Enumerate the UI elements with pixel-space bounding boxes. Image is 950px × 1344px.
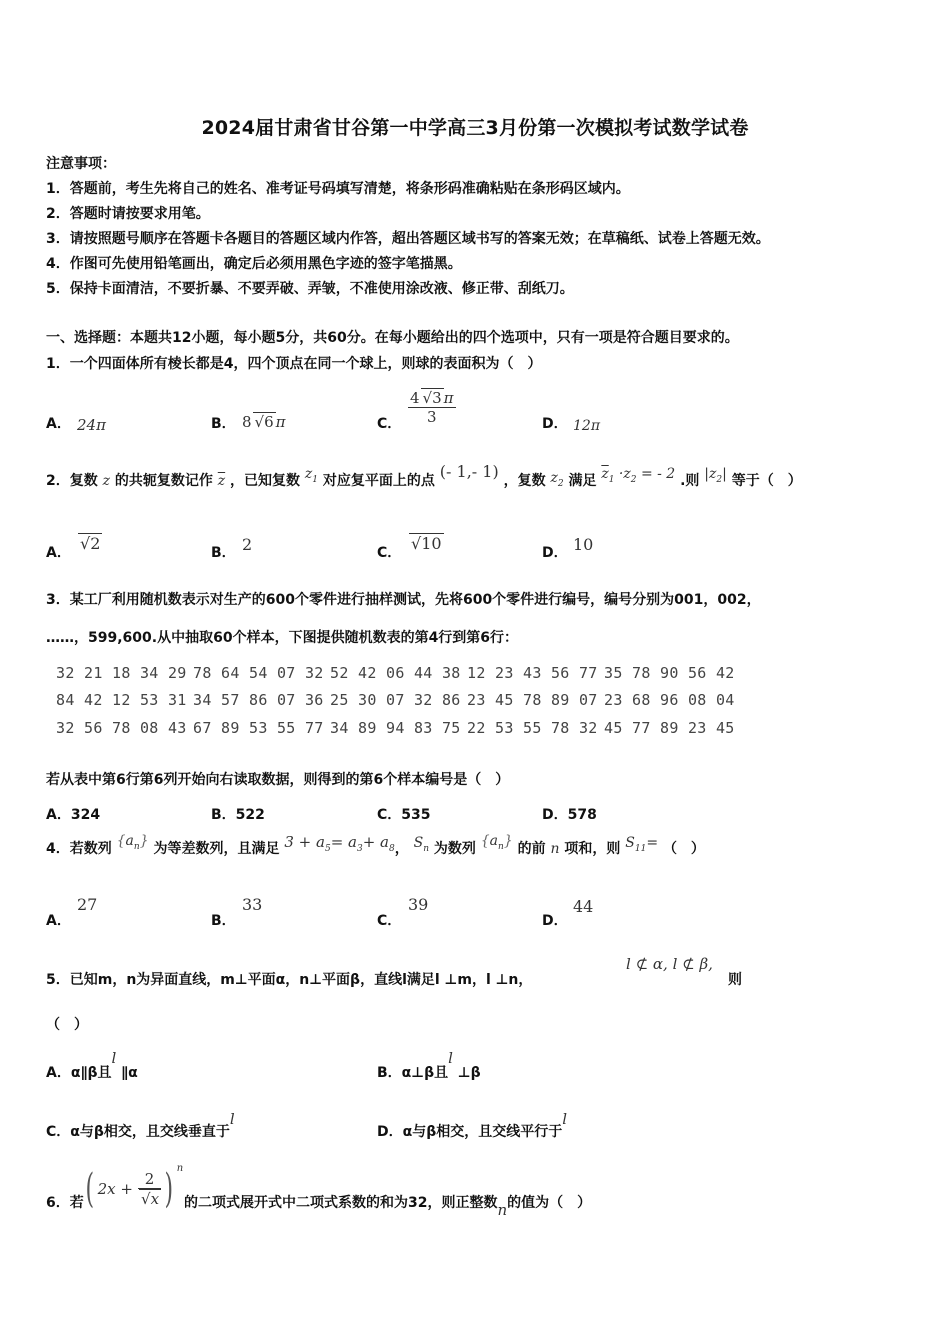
- q2-option-c: √10: [411, 534, 442, 553]
- q4-option-d: 44: [573, 897, 594, 916]
- q5-option-a: A．α∥β且l ∥α: [46, 1049, 138, 1081]
- note-item-4: 4．作图可先使用铅笔画出，确定后必须用黑色字迹的签字笔描黑。: [46, 256, 462, 272]
- q1-label-b: B．: [211, 416, 236, 432]
- q3-line-3: 若从表中第6行第6列开始向右读取数据，则得到的第6个样本编号是（ ）: [46, 772, 510, 788]
- q6-label: 6．若: [46, 1195, 84, 1211]
- q4-option-c: 39: [408, 895, 429, 914]
- q2-option-d: 10: [573, 535, 594, 554]
- note-item-2: 2．答题时请按要求用笔。: [46, 206, 210, 222]
- q1-option-b: 8 √6 π: [242, 413, 286, 431]
- q3-option-c: C．535: [377, 807, 431, 823]
- q3-line-1: 3．某工厂利用随机数表示对生产的600个零件进行抽样测试，先将600个零件进行编号，编号分别为001，002，: [46, 592, 761, 608]
- note-item-5: 5．保持卡面清洁，不要折暴、不要弄破、弄皱，不准使用涂改液、修正带、刮纸刀。: [46, 281, 574, 297]
- q1-option-c: [408, 388, 456, 426]
- q1-label-a: A．: [46, 416, 71, 432]
- q5-condition: l ⊄ α, l ⊄ β,: [626, 955, 713, 973]
- q4-option-a: 27: [77, 895, 98, 914]
- q2-label-c: C．: [377, 545, 402, 561]
- q3-option-d: D．578: [542, 807, 597, 823]
- q1-option-d: 12π: [573, 418, 601, 434]
- q3-option-a: A．324: [46, 807, 101, 823]
- q1-option-a: 24π: [77, 416, 106, 434]
- note-item-3: 3．请按照题号顺序在答题卡各题目的答题区域内作答，超出答题区域书写的答案无效；在草稿纸、试卷上答题无效。: [46, 231, 770, 247]
- q2-label-d: D．: [542, 545, 568, 561]
- q4-stem: 4．若数列 $\{a_n\}$ 为等差数列，且满足 $3 + a_5= a_3+ a_8$， $S_n$ 为数列 $\{a_n\}$ 的前 n 项和，则 $S_{11}=$ （ ）: [46, 833, 705, 857]
- q6-expression: ( 2x + $\frac{2}{√x}$ ) $^n$: [85, 1163, 184, 1212]
- q5-option-c: C．α与β相交，且交线垂直于l: [46, 1110, 235, 1140]
- q5-tail: 则: [728, 972, 742, 988]
- q6-stem: 的二项式展开式中二项式系数的和为32，则正整数n的值为（ ）: [184, 1195, 592, 1219]
- section-heading: 一、选择题：本题共12小题，每小题5分，共60分。在每小题给出的四个选项中，只有一项是符合题目要求的。: [46, 330, 739, 346]
- q2-stem: 2．复数 z 的共轭复数记作 $\overline{z}$ ，已知复数 $z_1$ 对应复平面上的点 (- 1,- 1) ，复数 $z_2$ 满足 $\overline{z}_1 \cdot z_2$ = - 2 .则 $|z_2|$ 等于（ ）: [46, 462, 802, 489]
- q3-line-2: ……，599,600.从中抽取60个样本，下图提供随机数表的第4行到第6行：: [46, 630, 519, 646]
- q5-paren: （ ）: [46, 1017, 88, 1033]
- q2-option-b: 2: [242, 535, 253, 554]
- q4-option-b: 33: [242, 895, 263, 914]
- random-table-row: 32 21 18 34 29 78 64 54 07 32 52 42 06 44 38 12 23 43 56 77 35 78 90 56 42: [56, 664, 735, 682]
- q3-option-b: B．522: [211, 807, 265, 823]
- q5-option-b: B．α⊥β且l ⊥β: [377, 1049, 481, 1081]
- q1-stem: 1．一个四面体所有棱长都是4，四个顶点在同一个球上，则球的表面积为（ ）: [46, 356, 542, 372]
- q4-label-c: C．: [377, 913, 402, 929]
- q4-label-b: B．: [211, 913, 236, 929]
- random-table-row: 32 56 78 08 43 67 89 53 55 77 34 89 94 83 75 22 53 55 78 32 45 77 89 23 45: [56, 719, 735, 737]
- sqrt-sign: √6: [254, 413, 274, 431]
- fraction: $\frac{4 √3 \pi}{3}$: [410, 389, 454, 426]
- q2-label-a: A．: [46, 545, 71, 561]
- q4-label-a: A．: [46, 913, 71, 929]
- random-table-row: 84 42 12 53 31 34 57 86 07 36 25 30 07 32 86 23 45 78 89 07 23 68 96 08 04: [56, 691, 735, 709]
- note-item-1: 1．答题前，考生先将自己的姓名、准考证号码填写清楚，将条形码准确粘贴在条形码区域内。: [46, 181, 630, 197]
- q2-label-b: B．: [211, 545, 236, 561]
- q4-label-d: D．: [542, 913, 568, 929]
- notes-heading: 注意事项：: [46, 156, 116, 172]
- q5-option-d: D．α与β相交，且交线平行于l: [377, 1110, 568, 1140]
- q1-label-c: C．: [377, 416, 402, 432]
- q1-label-d: D．: [542, 416, 568, 432]
- exam-title: 2024届甘肃省甘谷第一中学高三3月份第一次模拟考试数学试卷: [201, 117, 749, 139]
- q2-option-a: √2: [80, 534, 101, 553]
- q5-stem: 5．已知m，n为异面直线，m⊥平面α，n⊥平面β，直线l满足l ⊥m，l ⊥n，: [46, 972, 533, 988]
